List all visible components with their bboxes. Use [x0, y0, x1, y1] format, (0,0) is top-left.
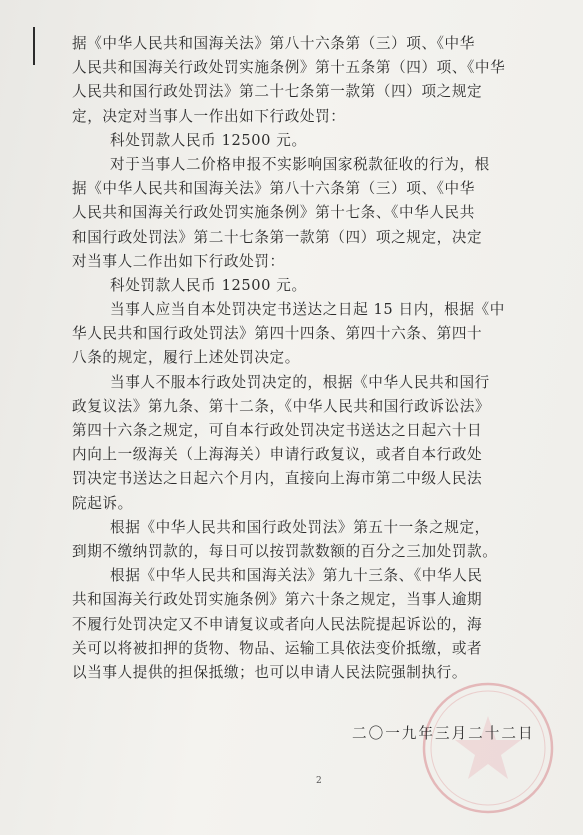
body-line: 以当事人提供的担保抵缴；也可以申请人民法院强制执行。 — [72, 663, 468, 681]
body-line: 定，决定对当事人一作出如下行政处罚： — [72, 107, 346, 125]
body-line: 和国行政处罚法》第二十七条第一款第（四）项之规定，决定 — [72, 228, 483, 246]
body-line: 人民共和国海关行政处罚实施条例》第十五条第（四）项、《中华 — [72, 59, 506, 77]
body-line: 罚决定书送达之日起六个月内，直接向上海市第二中级人民法 — [72, 470, 483, 488]
body-line: 内向上一级海关（上海海关）申请行政复议，或者自本行政处 — [72, 446, 483, 464]
document-date: 二〇一九年三月二十二日 — [352, 725, 535, 742]
body-line: 八条的规定，履行上述处罚决定。 — [72, 349, 300, 367]
page-number: 2 — [316, 776, 322, 786]
body-line: 政复议法》第九条、第十二条，《中华人民共和国行政诉讼法》 — [72, 397, 491, 415]
body-line: 华人民共和国行政处罚法》第四十四条、第四十六条、第四十 — [72, 325, 483, 343]
body-line: 对于当事人二价格申报不实影响国家税款征收的行为，根 — [110, 155, 490, 173]
body-line: 根据《中华人民共和国海关法》第九十三条、《中华人民 — [110, 567, 483, 585]
body-line: 科处罚款人民币 12500 元。 — [110, 131, 307, 149]
document-body — [72, 32, 534, 685]
body-line: 第四十六条之规定，可自本行政处罚决定书送达之日起六十日 — [72, 422, 483, 439]
body-line: 院起诉。 — [72, 494, 133, 512]
body-line: 据《中华人民共和国海关法》第八十六条第（三）项、《中华 — [72, 35, 475, 52]
body-line: 据《中华人民共和国海关法》第八十六条第（三）项、《中华 — [72, 180, 475, 198]
margin-mark — [33, 27, 35, 65]
body-line: 共和国海关行政处罚实施条例》第六十条之规定，当事人逾期 — [72, 591, 483, 609]
body-line: 人民共和国海关行政处罚实施条例》第十七条、《中华人民共 — [72, 204, 475, 222]
body-line: 科处罚款人民币 12500 元。 — [110, 276, 307, 294]
body-line: 人民共和国行政处罚法》第二十七条第一款第（四）项之规定 — [72, 83, 483, 101]
official-seal-stamp — [418, 678, 558, 818]
body-line: 根据《中华人民共和国行政处罚法》第五十一条之规定， — [110, 518, 490, 536]
body-line: 对当事人二作出如下行政处罚： — [72, 252, 285, 270]
body-line: 当事人不服本行政处罚决定的，根据《中华人民共和国行 — [110, 373, 490, 391]
body-line: 当事人应当自本处罚决定书送达之日起 15 日内，根据《中 — [110, 301, 505, 319]
body-line: 到期不缴纳罚款的，每日可以按罚款数额的百分之三加处罚款。 — [72, 542, 498, 560]
body-line: 关可以将被扣押的货物、物品、运输工具依法变价抵缴，或者 — [72, 639, 483, 657]
body-line: 不履行处罚决定又不申请复议或者向人民法院提起诉讼的，海 — [72, 615, 483, 633]
